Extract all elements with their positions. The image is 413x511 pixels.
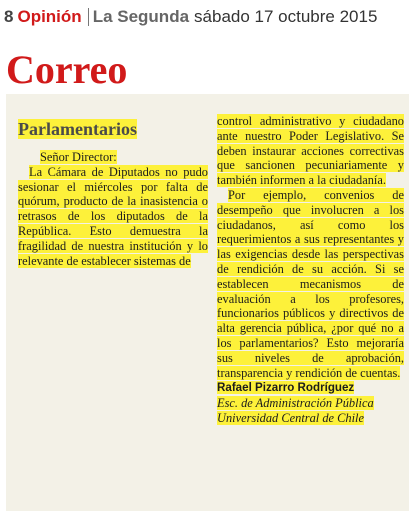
paragraph-1-continued: control administrativo y ciudadano ante nuestro Poder Legislativo. Se deben instaurar acciones correctivas que sancionen pecuniariamente y también informen a la ciudadanía. xyxy=(217,114,404,188)
letters-panel xyxy=(6,94,409,511)
letter-title xyxy=(18,118,137,140)
author-affiliation-1: Esc. de Administración Pública xyxy=(217,396,374,411)
text-column-left xyxy=(18,150,208,268)
newspaper-name: La Segunda xyxy=(92,7,190,26)
page-header xyxy=(4,4,409,30)
publication-date: sábado 17 octubre 2015 xyxy=(194,7,378,26)
text-column-right xyxy=(217,114,404,426)
paragraph-2: Por ejemplo, convenios de desempeño que involucren a los ciudadanos, así como los requerimientos a sus representantes y las exigencias desde las perspectivas de rendición de su acción. Si se establecen mecanismos de evaluación a los profesores, funcionarios públicos y directivos de alta gerencia pública, ¿por qué no a los parlamentarios? Esto mejoraría sus niveles de aprobación, transparencia y rendición de cuentas. xyxy=(217,187,404,380)
section-label: Opinión xyxy=(17,7,82,26)
page-number: 8 xyxy=(4,7,14,26)
letter-title-text: Parlamentarios xyxy=(18,119,137,139)
author-affiliation-2: Universidad Central de Chile xyxy=(217,410,364,425)
author-name: Rafael Pizarro Rodríguez xyxy=(217,381,355,395)
salutation: Señor Director: xyxy=(40,150,117,164)
header-divider xyxy=(88,8,89,26)
paragraph-1: La Cámara de Diputados no pudo sesionar el miércoles por falta de quórum, producto de la inasistencia o retrasos de los diputados de la República. Esto demuestra la fragilidad de nuestra institución y lo relevante de establecer sistemas de xyxy=(18,164,208,268)
section-title: Correo xyxy=(6,47,128,92)
